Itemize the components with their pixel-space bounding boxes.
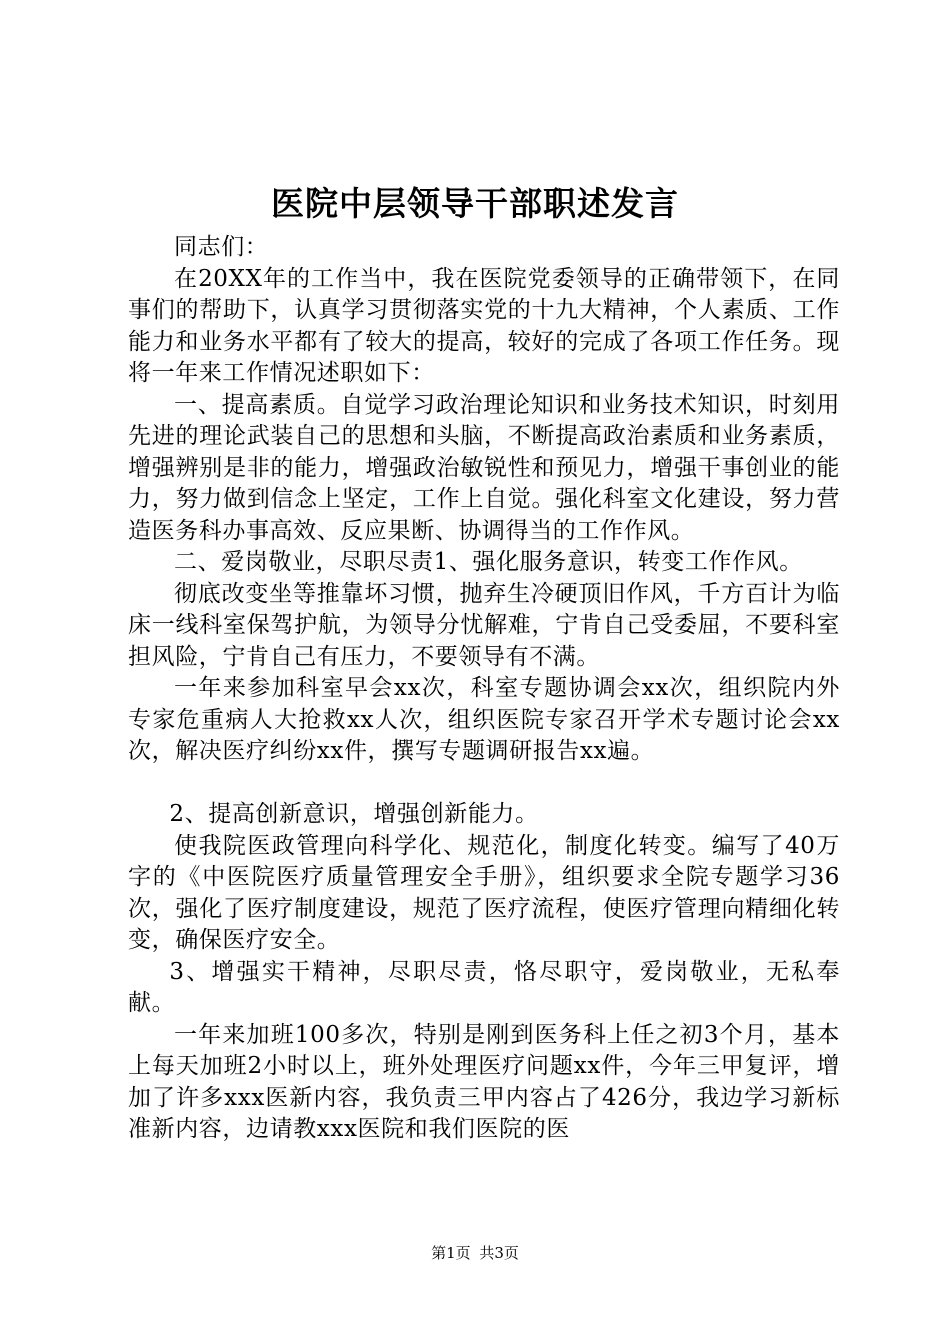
document-title: 医院中层领导干部职述发言 (271, 184, 679, 223)
paragraph-innovation-heading: 2、提高创新意识，增强创新能力。 (169, 801, 539, 827)
paragraph-intro: 在20XX年的工作当中，我在医院党委领导的正确带领下，在同事们的帮助下，认真学习贯彻落实党的十九大精神，个人素质、工作能力和业务水平都有了较大的提高，较好的完成了各项工作任务。现将一年来工作情况述职如下： (128, 265, 840, 386)
page-footer (0, 1243, 950, 1263)
paragraph-service-attitude: 彻底改变坐等推靠坏习惯，抛弃生冷硬顶旧作风，千方百计为临床一线科室保驾护航，为领导分忧解难，宁肯自己受委屈，不要科室担风险，宁肯自己有压力，不要领导有不满。 (128, 580, 840, 670)
paragraph-overtime-detail: 一年来加班100多次，特别是刚到医务科上任之初3个月，基本上每天加班2小时以上，班外处理医疗问题xx件，今年三甲复评，增加了许多xxx医新内容，我负责三甲内容占了426分，我边学习新标准新内容，边请教xxx医院和我们医院的医 (128, 1021, 840, 1142)
document-body (128, 232, 840, 1146)
page-total: 共3页 (479, 1244, 519, 1262)
paragraph-section-2: 二、爱岗敬业，尽职尽责1、强化服务意识，转变工作作风。 (174, 549, 803, 575)
page-number: 第1页 (431, 1244, 471, 1262)
paragraph-dedication-heading: 3、增强实干精神，尽职尽责，恪尽职守，爱岗敬业，无私奉献。 (128, 958, 840, 1016)
paragraph-annual-stats: 一年来参加科室早会xx次，科室专题协调会xx次，组织院内外专家危重病人大抢救xx人次，组织医院专家召开学术专题讨论会xx次，解决医疗纠纷xx件，撰写专题调研报告xx遍。 (128, 675, 840, 764)
paragraph-section-1: 一、提高素质。自觉学习政治理论知识和业务技术知识，时刻用先进的理论武装自己的思想和头脑，不断提高政治素质和业务素质，增强辨别是非的能力，增强政治敏锐性和预见力，增强干事创业的能力，努力做到信念上坚定，工作上自觉。强化科室文化建设，努力营造医务科办事高效、反应果断、协调得当的工作作风。 (128, 391, 840, 544)
salutation: 同志们： (174, 234, 269, 260)
paragraph-innovation-detail: 使我院医政管理向科学化、规范化，制度化转变。编写了40万字的《中医院医疗质量管理安全手册》，组织要求全院专题学习36次，强化了医疗制度建设，规范了医疗流程，使医疗管理向精细化转变，确保医疗安全。 (128, 832, 840, 953)
